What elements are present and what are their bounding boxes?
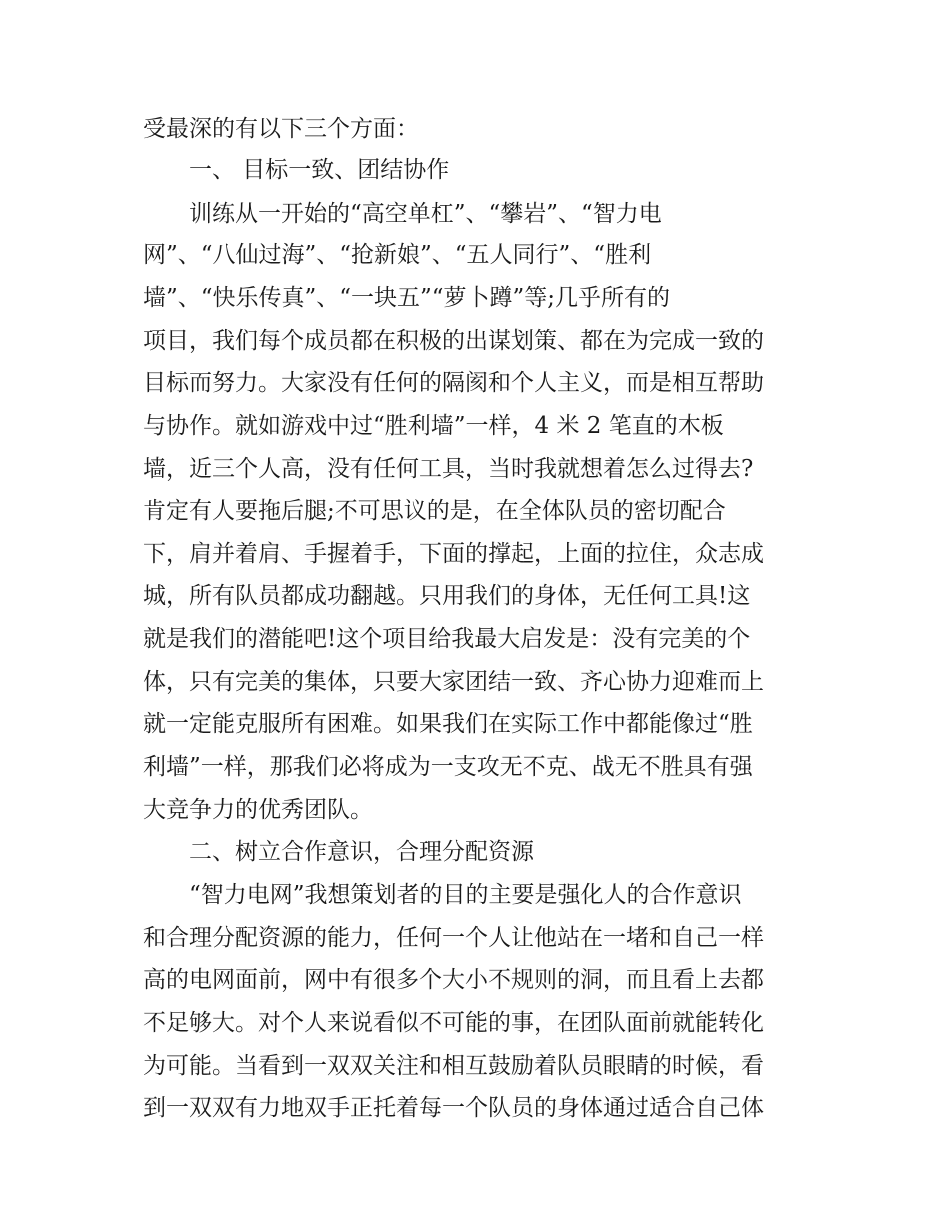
paragraph-line: 墙”、“快乐传真”、“一块五”“萝卜蹲”等;几乎所有的 [143,285,671,311]
paragraph-line: “智力电网”我想策划者的目的主要是强化人的合作意识 [189,882,742,908]
paragraph-line: 墙，近三个人高，没有任何工具，当时我就想着怎么过得去? [143,456,754,482]
paragraph-line: 大竞争力的优秀团队。 [143,797,373,823]
paragraph-line: 就一定能克服所有困难。如果我们在实际工作中都能像过“胜 [143,711,753,737]
paragraph-line: 高的电网面前，网中有很多个大小不规则的洞，而且看上去都 [143,967,764,993]
paragraph-line: 肯定有人要拖后腿;不可思议的是，在全体队员的密切配合 [143,498,726,524]
paragraph-line: 与协作。就如游戏中过“胜利墙”一样，4 米 2 笔直的木板 [143,413,724,439]
paragraph-line: 和合理分配资源的能力，任何一个人让他站在一堵和自己一样 [143,925,764,951]
paragraph-line: 不足够大。对个人来说看似不可能的事，在团队面前就能转化 [143,1010,764,1036]
paragraph-line: 训练从一开始的“高空单杠”、“攀岩”、“智力电 [189,201,662,227]
paragraph-line: 为可能。当看到一双双关注和相互鼓励着队员眼睛的时候，看 [143,1053,764,1079]
paragraph-line: 城，所有队员都成功翻越。只用我们的身体，无任何工具!这 [143,583,751,609]
paragraph-line: 目标而努力。大家没有任何的隔阂和个人主义，而是相互帮助 [143,370,764,396]
paragraph-line: 到一双双有力地双手正托着每一个队员的身体通过适合自己体 [143,1095,764,1121]
paragraph-line: 下，肩并着肩、手握着手，下面的撑起，上面的拉住，众志成 [143,541,764,567]
paragraph-line: 项目，我们每个成员都在积极的出谋划策、都在为完成一致的 [143,328,764,354]
paragraph-line: 网”、“八仙过海”、“抢新娘”、“五人同行”、“胜利 [143,242,652,268]
text-line: 受最深的有以下三个方面： [143,116,419,142]
paragraph-line: 就是我们的潜能吧!这个项目给我最大启发是：没有完美的个 [143,626,751,652]
paragraph-line: 利墙”一样，那我们必将成为一支攻无不克、战无不胜具有强 [143,754,753,780]
section-heading-1: 一、 目标一致、团结协作 [189,157,450,183]
paragraph-line: 体，只有完美的集体，只要大家团结一致、齐心协力迎难而上 [143,669,764,695]
section-heading-2: 二、树立合作意识，合理分配资源 [189,839,534,865]
